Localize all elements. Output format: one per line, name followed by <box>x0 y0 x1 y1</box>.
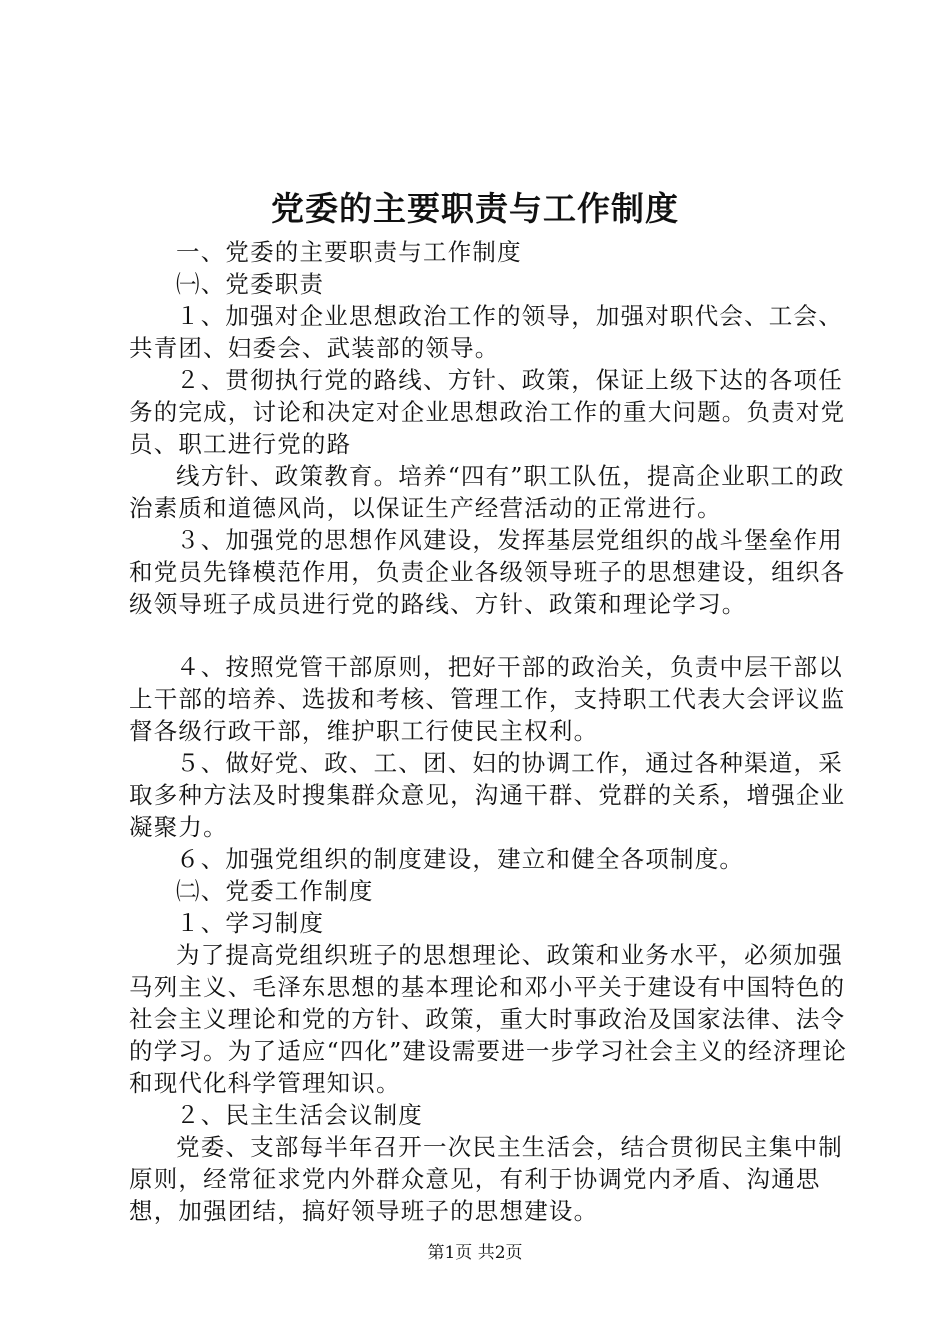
paragraph-duty-4: ４、按照党管干部原则，把好干部的政治关，负责中层干部以上干部的培养、选拔和考核、管理工作，支持职工代表大会评议监督各级行政干部，维护职工行使民主权利。 <box>129 653 846 745</box>
paragraph-duty-1: １、加强对企业思想政治工作的领导，加强对职代会、工会、共青团、妇委会、武装部的领导。 <box>129 302 843 362</box>
heading-subsection-1: ㈠、党委职责 <box>176 270 325 298</box>
paragraph-duty-2: ２、贯彻执行党的路线、方针、政策，保证上级下达的各项任务的完成，讨论和决定对企业思想政治工作的重大问题。负责对党员、职工进行党的路 <box>129 366 846 458</box>
paragraph-duty-3: ３、加强党的思想作风建设，发挥基层党组织的战斗堡垒作用和党员先锋模范作用，负责企业各级领导班子的思想建设，组织各级领导班子成员进行党的路线、方针、政策和理论学习。 <box>129 526 846 618</box>
paragraph-study-system: 为了提高党组织班子的思想理论、政策和业务水平，必须加强马列主义、毛泽东思想的基本理论和邓小平关于建设有中国特色的社会主义理论和党的方针、政策，重大时事政治及国家法律、法令的学习。为了适应“四化”建设需要进一步学习社会主义的经济理论和现代化科学管理知识。 <box>129 941 848 1097</box>
document-title: 党委的主要职责与工作制度 <box>271 189 679 228</box>
heading-study-system: １、学习制度 <box>176 909 325 937</box>
paragraph-duty-2-continued: 线方针、政策教育。培养“四有”职工队伍，提高企业职工的政治素质和道德风尚，以保证生产经营活动的正常进行。 <box>129 462 845 522</box>
paragraph-duty-6: ６、加强党组织的制度建设，建立和健全各项制度。 <box>176 845 745 873</box>
paragraph-democratic-meeting: 党委、支部每半年召开一次民主生活会，结合贯彻民主集中制原则，经常征求党内外群众意见，有利于协调党内矛盾、沟通思想，加强团结，搞好领导班子的思想建设。 <box>129 1133 843 1225</box>
page-footer: 第1页 共2页 <box>427 1243 523 1263</box>
heading-section-1: 一、党委的主要职责与工作制度 <box>176 238 522 266</box>
paragraph-duty-5: ５、做好党、政、工、团、妇的协调工作，通过各种渠道，采取多种方法及时搜集群众意见，沟通干群、党群的关系，增强企业凝聚力。 <box>129 749 846 841</box>
heading-democratic-meeting: ２、民主生活会议制度 <box>176 1101 423 1129</box>
document-body <box>129 236 859 1227</box>
heading-subsection-2: ㈡、党委工作制度 <box>176 877 374 905</box>
